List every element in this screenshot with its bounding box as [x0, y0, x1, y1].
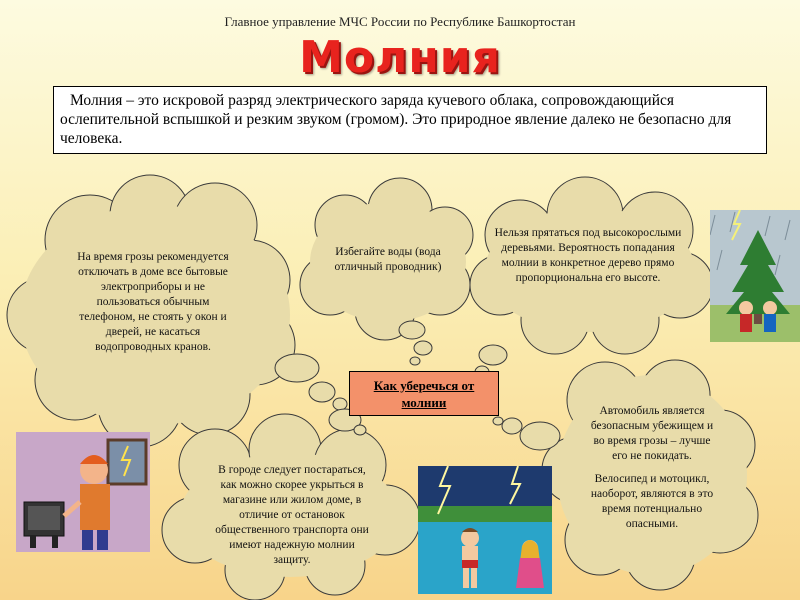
center-label: Как уберечься от молнии	[373, 377, 475, 410]
header-text: Главное управление МЧС России по Республике Башкортостан	[224, 14, 576, 29]
cloud-water-text: Избегайте воды (вода отличный проводник)	[334, 246, 442, 273]
children-water-illustration	[418, 466, 552, 594]
center-label-box	[349, 371, 499, 416]
cloud-trees-text: Нельзя прятаться под высокорослыми деревьями. Вероятность попадания молнии в конкретное дерево прямо пропорциональна его высоте.	[494, 227, 682, 284]
definition-text: Молния – это искровой разряд электрического заряда кучевого облака, сопровождающийся ослепительной вспышкой и резким звуком (громом). Это природное явление далеко не безопасно для человека.	[60, 92, 732, 147]
cloud-bike-text: Велосипед и мотоцикл, наоборот, являются в это время потенциально опасными.	[590, 473, 714, 530]
cloud-city-text: В городе следует постараться, как можно скорее укрыться в магазине или жилом доме, в отличие от остановок общественного транспорта они имеют надежную молнии защиту.	[215, 464, 369, 566]
page-title: Молния	[299, 32, 501, 83]
cloud-car-text: Автомобиль является безопасным убежищем и во время грозы – лучше его не покидать.	[590, 405, 714, 462]
cloud-appliances-text: На время грозы рекомендуется отключать в доме все бытовые электроприборы и не пользоваться обычным телефоном, не стоять у окон и дверей, не касаться водопроводных кранов.	[77, 251, 229, 353]
tree-rain-illustration	[710, 210, 800, 342]
home-appliance-illustration	[16, 432, 150, 552]
